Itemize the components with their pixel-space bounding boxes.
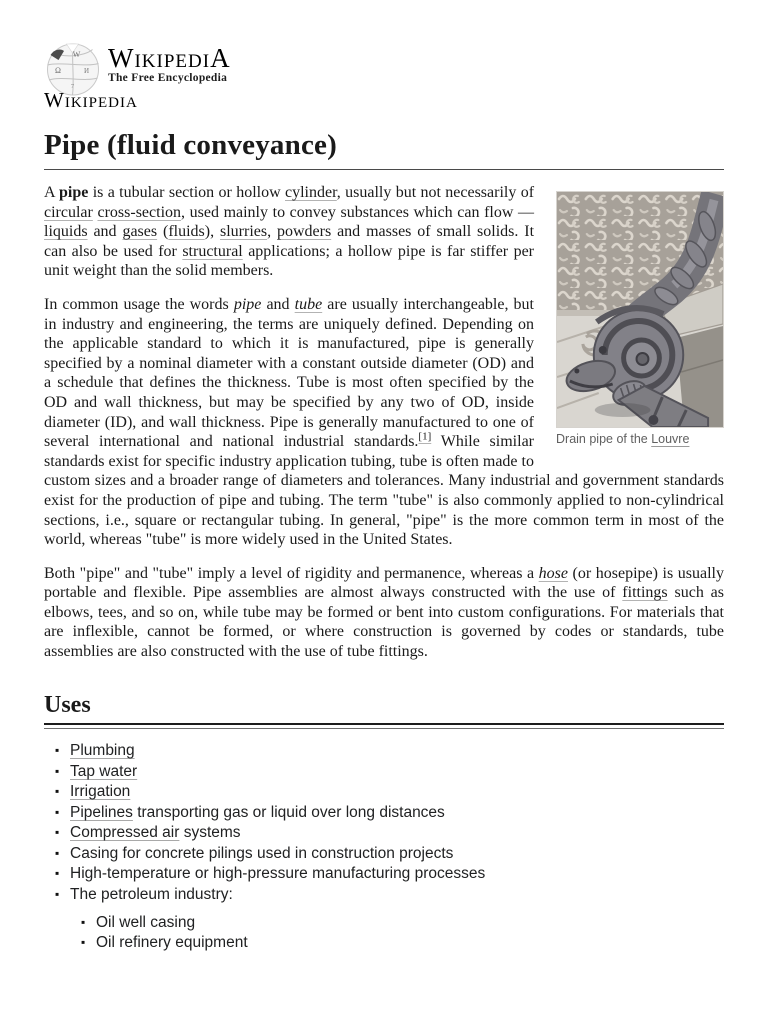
text-segment: is a tubular section or hollow [88, 184, 285, 201]
link[interactable]: circular [44, 203, 93, 221]
list-item-text [70, 783, 130, 800]
link[interactable]: fittings [622, 584, 668, 602]
text-segment: Oil well casing [96, 913, 196, 931]
link[interactable]: slurries [219, 223, 268, 241]
list-item [70, 762, 724, 782]
list-item [70, 885, 724, 954]
text-segment: Drain pipe of the [556, 432, 652, 446]
list-item [70, 823, 724, 843]
svg-text:W: W [72, 50, 81, 59]
list-item-text [70, 763, 137, 780]
link[interactable]: gases [122, 223, 158, 241]
link[interactable]: cylinder [285, 184, 337, 201]
list-item-text [70, 845, 453, 862]
site-header [44, 42, 724, 113]
list-item-text [96, 934, 248, 951]
link[interactable]: Irrigation [70, 783, 131, 801]
link[interactable]: cross-section [97, 203, 182, 221]
section-heading-uses: Uses [44, 691, 91, 718]
link[interactable]: fluids [168, 223, 205, 241]
svg-text:7: 7 [70, 83, 75, 90]
list-item-text [96, 914, 195, 931]
list-item [70, 864, 724, 884]
drain-pipe-sculpture-photo[interactable] [556, 191, 724, 428]
text-segment: (or hosepipe) is usually portable and flexible. Pipe assemblies are almost always constructed with the use of [44, 564, 724, 602]
svg-text:Ω: Ω [55, 66, 61, 75]
text-segment: ( [157, 223, 169, 241]
text-segment: High-temperature or high-pressure manufacturing processes [70, 865, 486, 883]
text-segment: transporting gas or liquid over long distances [132, 803, 445, 821]
list-item-text [70, 886, 233, 903]
uses-list [44, 741, 724, 953]
list-item [70, 844, 724, 864]
image-caption [556, 432, 724, 447]
text-segment: , usually but not necessarily of [336, 184, 535, 201]
list-item-text [70, 742, 135, 759]
link[interactable]: tube [294, 295, 323, 313]
text-segment: ), [204, 223, 220, 241]
page-title: Pipe (fluid conveyance) [44, 129, 724, 170]
link[interactable]: powders [276, 223, 332, 241]
text-segment: Oil refinery equipment [96, 934, 248, 952]
text-segment: systems [179, 824, 241, 842]
list-item [70, 741, 724, 761]
text-segment: , [267, 223, 277, 241]
text-segment: such as elbows, tees, and so on, while tube may be formed or bent into custom configurations. For materials that are inflexible, cannot be formed, or where construction is governed by codes or standards, tube assemblies are also constructed with the use of tube fittings. [44, 584, 725, 661]
link[interactable]: Pipelines [70, 803, 133, 821]
text-segment: applications; a hollow pipe is far stiffer per unit weight than the solid members. [44, 242, 534, 280]
text-segment: In common usage the words [44, 295, 234, 313]
wikipedia-tagline: The Free Encyclopedia [108, 72, 228, 84]
link[interactable]: Plumbing [70, 742, 135, 760]
text-segment: are usually interchangeable, but in industry and engineering, the terms are uniquely defined. Depending on the applicable standard to which it is manufactured, pipe is generally specified by a nominal diameter with a constant outside diameter (OD) and a schedule that defines the thickness. Tube is most often specified by the OD and wall thickness, but may be specified by any two of OD, inside diameter (ID), and wall thickness. Pipe is generally manufactured to one of several international and national industrial standards. [44, 295, 535, 451]
link[interactable]: liquids [44, 223, 88, 241]
list-item-text [70, 865, 485, 882]
text-segment: and masses of small solids. It can also be used for [44, 223, 535, 260]
list-item-text [70, 824, 241, 841]
link[interactable]: Compressed air [70, 824, 180, 842]
text-segment: Casing for concrete pilings used in construction projects [70, 844, 454, 862]
text-segment: , used mainly to convey substances which can flow — [181, 203, 535, 221]
nested-list [70, 913, 724, 954]
svg-text:И: И [83, 67, 90, 75]
link[interactable]: Tap water [70, 762, 138, 780]
link[interactable]: [1] [418, 430, 432, 443]
text-segment: The petroleum industry: [70, 885, 233, 903]
wikipedia-site-link[interactable]: Wikipedia [44, 88, 138, 112]
section-heading-divider [44, 723, 724, 729]
article-body [44, 183, 724, 953]
link[interactable]: Louvre [651, 432, 690, 446]
text-segment: pipe [233, 295, 262, 313]
list-item [96, 913, 724, 933]
text-segment: and [261, 295, 295, 313]
wikipedia-wordmark: WikipediA [108, 43, 231, 73]
article-thumbnail [556, 191, 724, 447]
text-segment: While similar standards exist for specific industry application tubing, tube is often made to custom sizes and a broader range of diameters and tolerances. Many industrial and government standards exist for the production of pipe and tubing. The term "tube" is also commonly applied to non-cylindrical sections, i.e., square or rectangular tubing. In general, "pipe" is the more common term in most of the world, whereas "tube" is more widely used in the United States. [44, 433, 724, 549]
link[interactable]: hose [538, 564, 568, 582]
link[interactable]: structural [182, 242, 243, 260]
list-item [70, 782, 724, 802]
text-segment: and [87, 223, 123, 241]
list-item [70, 803, 724, 823]
text-segment: pipe [59, 184, 89, 201]
text-segment: A [44, 184, 60, 201]
list-item-text [70, 804, 445, 821]
text-segment: Both "pipe" and "tube" imply a level of rigidity and permanence, whereas a [44, 564, 539, 582]
list-item [96, 933, 724, 953]
paragraph-3 [44, 564, 724, 662]
